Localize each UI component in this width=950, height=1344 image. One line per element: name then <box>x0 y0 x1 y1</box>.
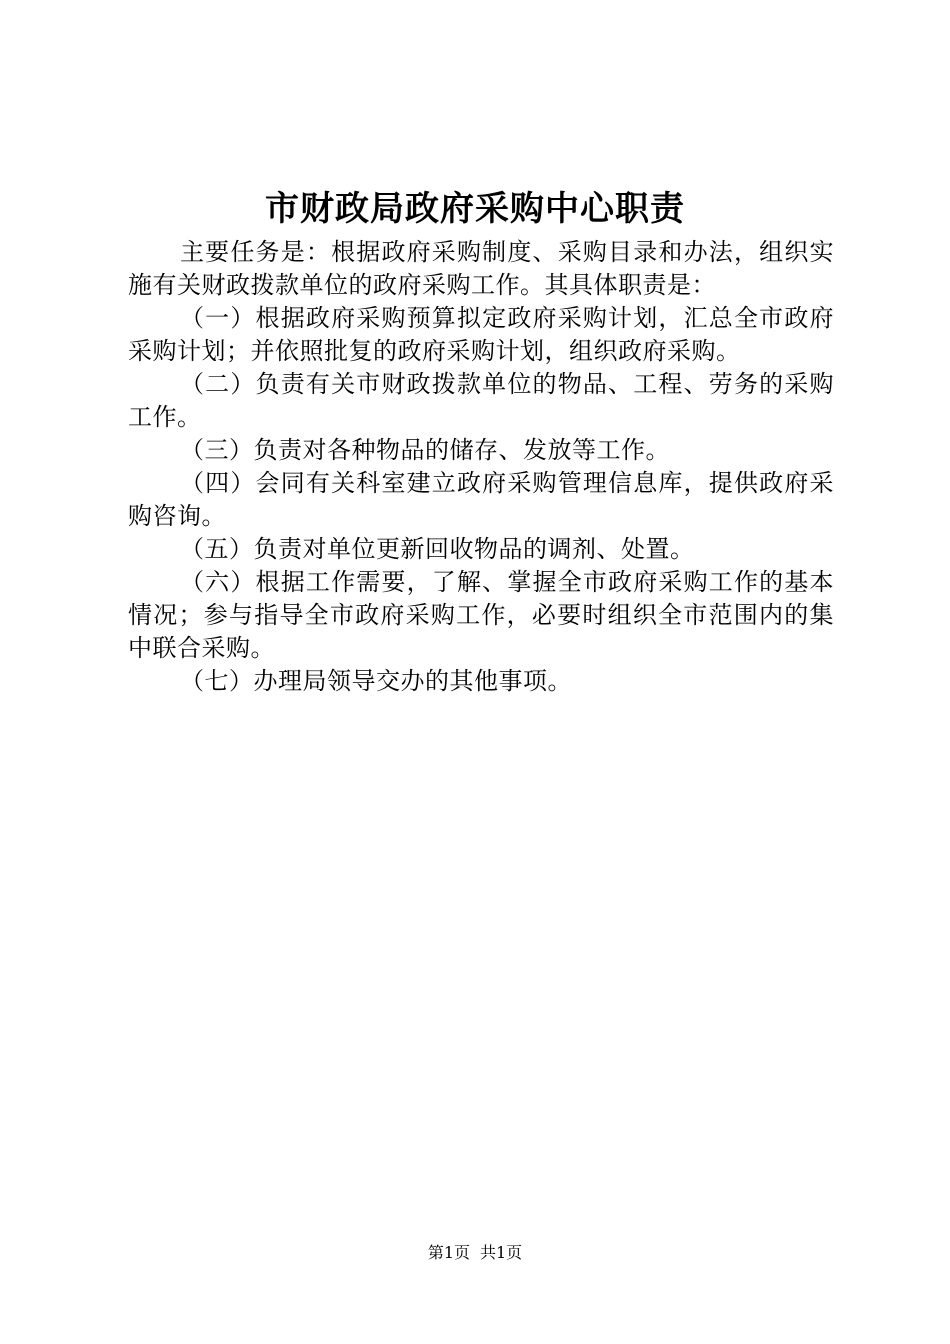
paragraph-duty-2: （二）负责有关市财政拨款单位的物品、工程、劳务的采购工作。 <box>128 370 834 431</box>
paragraph-duty-5: （五）负责对单位更新回收物品的调剂、处置。 <box>180 535 695 563</box>
paragraph-duty-4: （四）会同有关科室建立政府采购管理信息库，提供政府采购咨询。 <box>128 469 834 530</box>
paragraph-duty-3: （三）负责对各种物品的储存、发放等工作。 <box>180 436 670 464</box>
page-footer <box>0 1242 950 1264</box>
paragraph-duty-7: （七）办理局领导交办的其他事项。 <box>180 667 572 695</box>
document-title: 市财政局政府采购中心职责 <box>265 189 685 229</box>
paragraph-duty-1: （一）根据政府采购预算拟定政府采购计划，汇总全市政府采购计划；并依照批复的政府采购计划，组织政府采购。 <box>128 304 834 365</box>
document-body <box>128 236 834 698</box>
paragraph-duty-6: （六）根据工作需要，了解、掌握全市政府采购工作的基本情况；参与指导全市政府采购工作，必要时组织全市范围内的集中联合采购。 <box>128 568 834 662</box>
page-number-total: 共1页 <box>480 1243 523 1262</box>
page-number-current: 第1页 <box>427 1243 470 1262</box>
paragraph-main-task: 主要任务是：根据政府采购制度、采购目录和办法，组织实施有关财政拨款单位的政府采购工作。其具体职责是： <box>128 238 834 299</box>
